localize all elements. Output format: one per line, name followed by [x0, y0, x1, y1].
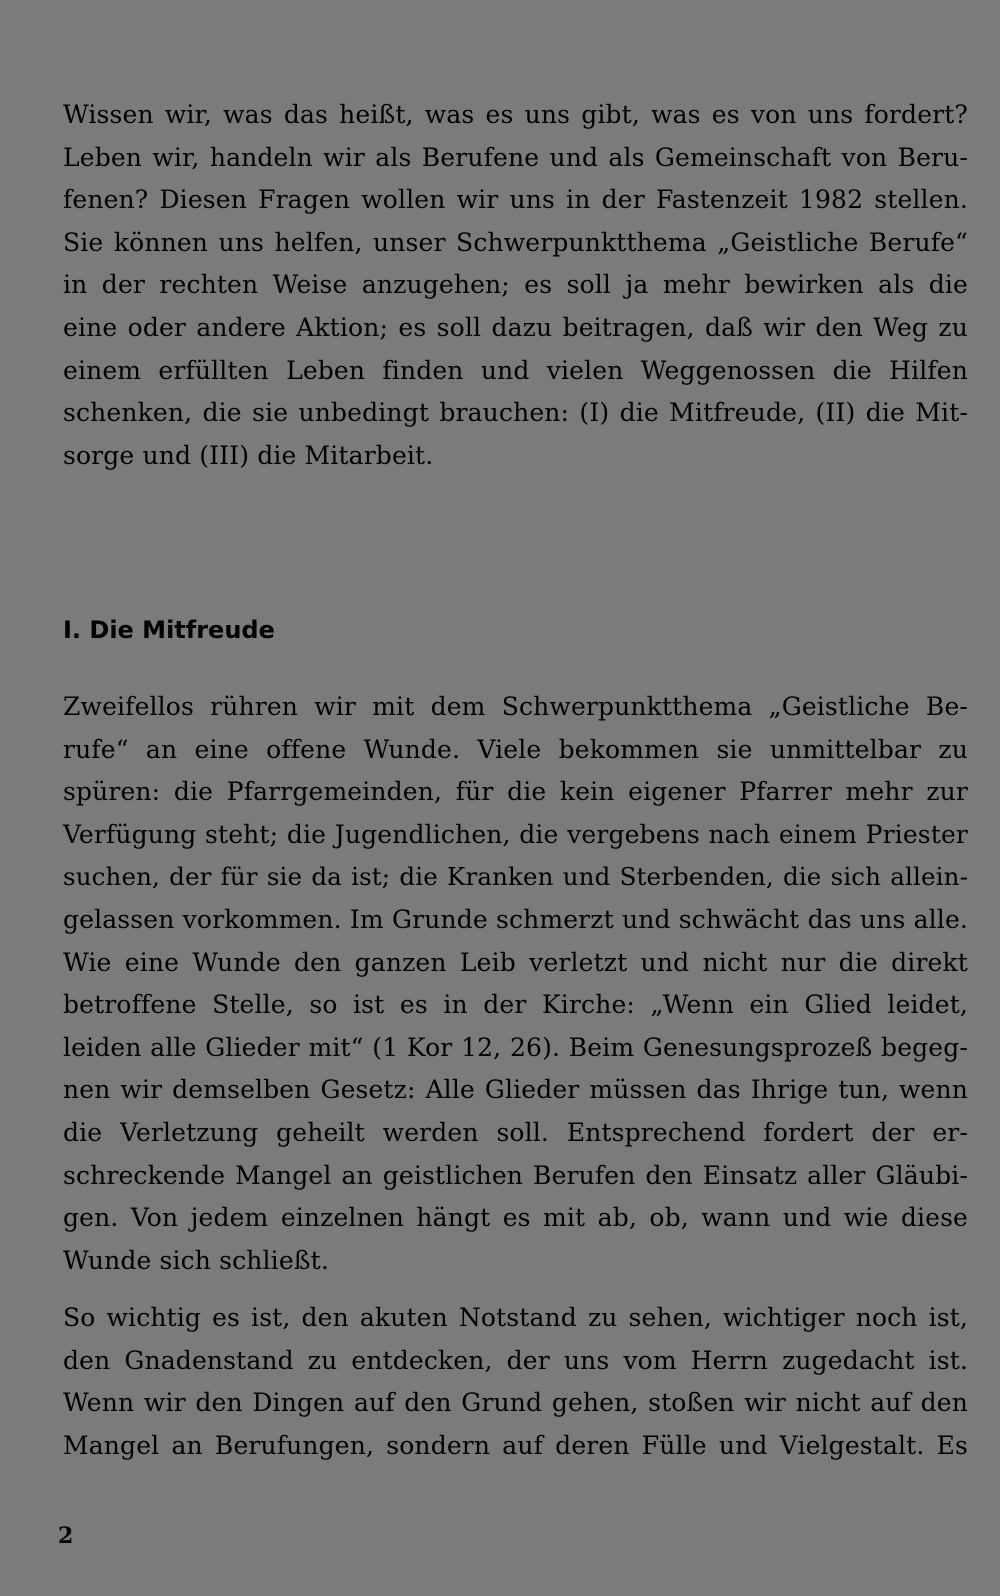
text-line: den Gnadenstand zu entdecken, der uns vom Herrn zugedacht ist.: [63, 1345, 968, 1375]
text-line: spüren: die Pfarrgemeinden, für die kein eigener Pfarrer mehr zur: [63, 777, 968, 807]
text-line: Mangel an Berufungen, sondern auf deren Fülle und Vielgestalt. Es: [63, 1430, 968, 1460]
text-line: nen wir demselben Gesetz: Alle Glieder müssen das Ihrige tun, wenn: [63, 1075, 968, 1105]
text-line: Verfügung steht; die Jugendlichen, die vergebens nach einem Priester: [63, 819, 968, 849]
page-number: 2: [58, 1523, 74, 1549]
text-line: gen. Von jedem einzelnen hängt es mit ab, ob, wann und wie diese: [63, 1203, 968, 1233]
text-line: eine oder andere Aktion; es soll dazu beitragen, daß wir den Weg zu: [63, 312, 968, 342]
text-line: fenen? Diesen Fragen wollen wir uns in der Fastenzeit 1982 stellen.: [63, 185, 968, 215]
text-line: Sie können uns helfen, unser Schwerpunktthema „Geistliche Berufe“: [63, 227, 968, 257]
text-line: Wissen wir, was das heißt, was es uns gibt, was es von uns fordert?: [63, 100, 968, 129]
text-line: Leben wir, handeln wir als Berufene und als Gemeinschaft von Beru-: [63, 142, 968, 172]
text-line: leiden alle Glieder mit“ (1 Kor 12, 26). Beim Genesungsprozeß begeg-: [63, 1032, 968, 1062]
text-line: die Verletzung geheilt werden soll. Entsprechend fordert der er-: [63, 1117, 968, 1147]
paragraph-intro: [63, 94, 968, 477]
text-line: suchen, der für sie da ist; die Kranken und Sterbenden, die sich allein-: [63, 862, 968, 892]
text-line: gelassen vorkommen. Im Grunde schmerzt und schwächt das uns alle.: [63, 904, 968, 934]
text-line: So wichtig es ist, den akuten Notstand zu sehen, wichtiger noch ist,: [63, 1303, 968, 1332]
paragraph-gnadenstand: [63, 1297, 968, 1467]
text-line: sorge und (III) die Mitarbeit.: [63, 440, 434, 470]
text-line: schreckende Mangel an geistlichen Berufen den Einsatz aller Gläubi-: [63, 1160, 968, 1190]
section-heading: I. Die Mitfreude: [63, 616, 275, 644]
text-line: Zweifellos rühren wir mit dem Schwerpunktthema „Geistliche Be-: [63, 692, 968, 721]
text-line: Wenn wir den Dingen auf den Grund gehen, stoßen wir nicht auf den: [63, 1388, 968, 1418]
text-line: Wunde sich schließt.: [63, 1245, 329, 1275]
text-line: schenken, die sie unbedingt brauchen: (I) die Mitfreude, (II) die Mit-: [63, 398, 968, 428]
paragraph-mitfreude: [63, 686, 968, 1282]
text-line: Wie eine Wunde den ganzen Leib verletzt und nicht nur die direkt: [63, 947, 968, 977]
text-line: betroffene Stelle, so ist es in der Kirche: „Wenn ein Glied leidet,: [63, 990, 968, 1020]
text-line: rufe“ an eine offene Wunde. Viele bekommen sie unmittelbar zu: [63, 734, 968, 764]
text-line: einem erfüllten Leben finden und vielen Weggenossen die Hilfen: [63, 355, 968, 385]
text-line: in der rechten Weise anzugehen; es soll ja mehr bewirken als die: [63, 270, 968, 300]
